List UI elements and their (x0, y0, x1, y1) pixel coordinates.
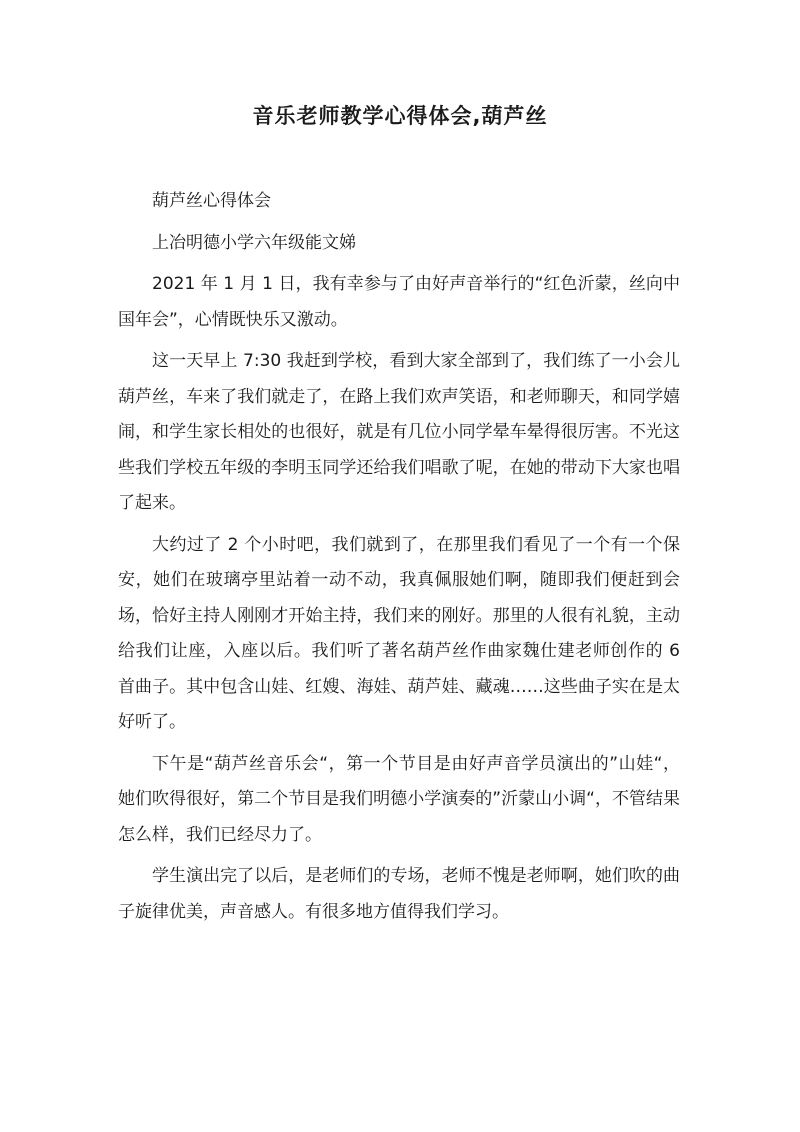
paragraph: 学生演出完了以后，是老师们的专场，老师不愧是老师啊，她们吹的曲子旋律优美，声音感人。有很多地方值得我们学习。 (118, 866, 680, 922)
paragraph-subtitle: 葫芦丝心得体会 (152, 191, 271, 211)
document-body (118, 184, 680, 936)
paragraph: 这一天早上 7:30 我赶到学校，看到大家全部到了，我们练了一小会儿葫芦丝，车来了我们就走了，在路上我们欢声笑语，和老师聊天，和同学嬉闹，和学生家长相处的也很好，就是有几位小同学晕车晕得很厉害。不光这些我们学校五年级的李明玉同学还给我们唱歌了呢，在她的带动下大家也唱了起来。 (118, 351, 680, 513)
document-title: 音乐老师教学心得体会,葫芦丝 (252, 104, 548, 128)
paragraph: 大约过了 2 个小时吧，我们就到了，在那里我们看见了一个有一个保安，她们在玻璃亭里站着一动不动，我真佩服她们啊，随即我们便赶到会场，恰好主持人刚刚才开始主持，我们来的刚好。那里的人很有礼貌，主动给我们让座，入座以后。我们听了著名葫芦丝作曲家魏仕建老师创作的 6 首曲子。其中包含山娃、红嫂、海娃、葫芦娃、藏魂……这些曲子实在是太好听了。 (118, 534, 680, 732)
paragraph-author: 上冶明德小学六年级能文娣 (152, 232, 356, 253)
paragraph: 2021 年 1 月 1 日，我有幸参与了由好声音举行的“红色沂蒙，丝向中国年会”，心情既快乐又激动。 (118, 274, 680, 330)
paragraph: 下午是“葫芦丝音乐会“，第一个节目是由好声音学员演出的”山娃“，她们吹得很好，第二个节目是我们明德小学演奏的”沂蒙山小调“，不管结果怎么样，我们已经尽力了。 (118, 753, 680, 845)
